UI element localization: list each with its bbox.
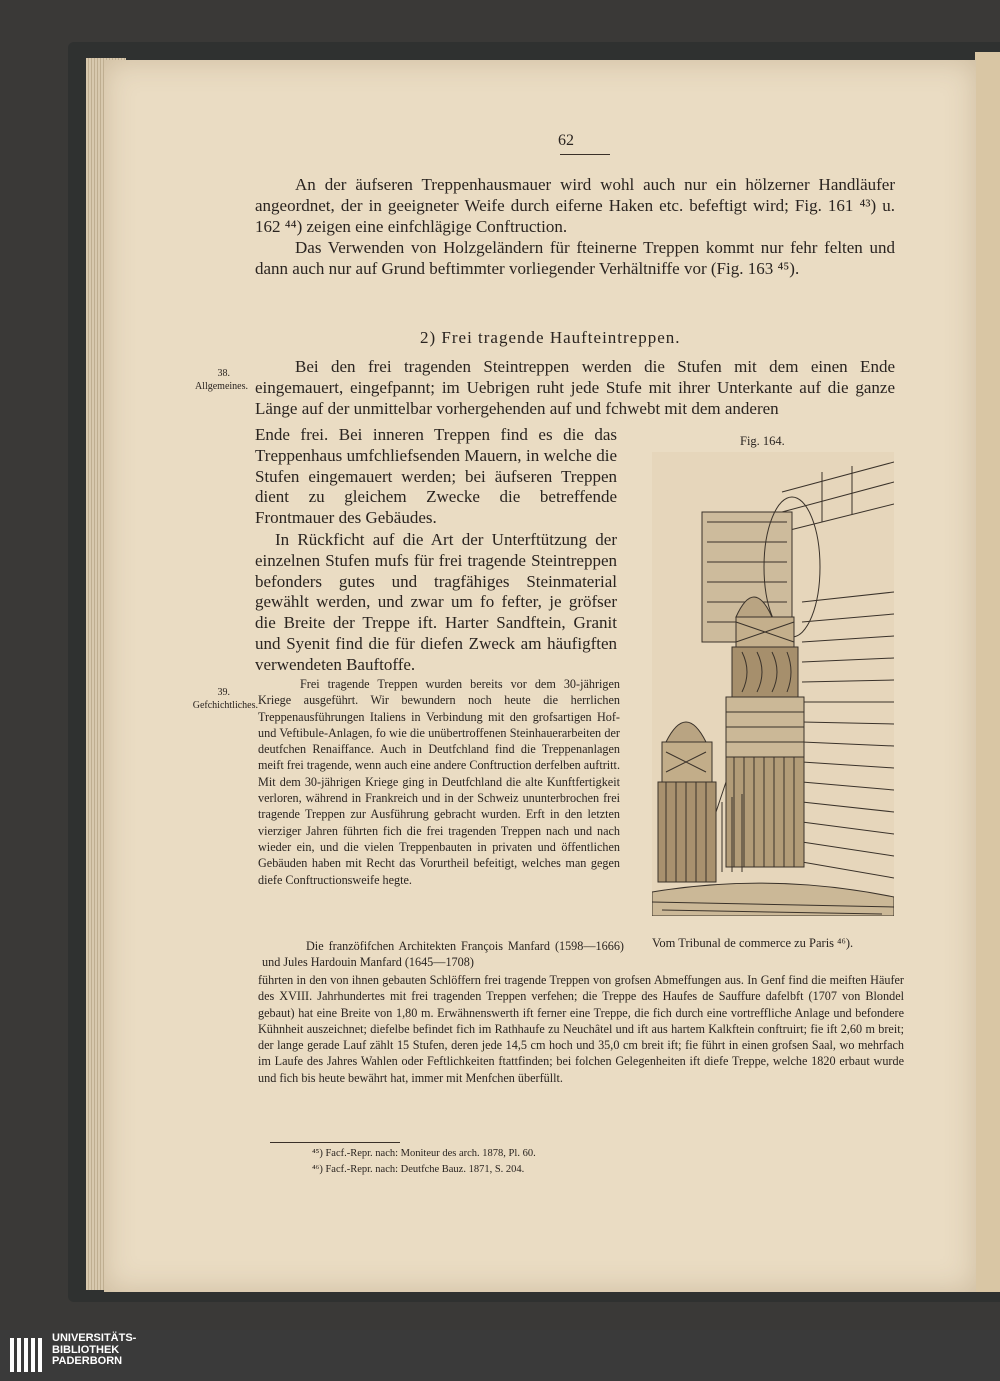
page-number-rule [560,154,610,155]
paragraph-handlaeufer: An der äufseren Treppenhausmauer wird wohl auch nur ein hölzerner Handläufer angeordnet, der in geeigneter Weife durch eiferne Haken etc. befeftigt wird; Fig. 161 ⁴³) u. 162 ⁴⁴) zeigen eine einfchlägige Conftruction. [255,175,895,236]
library-logo-text [52,1333,136,1368]
paragraph-steintreppen-intro: Bei den frei tragenden Steintreppen werden die Stufen mit dem einen Ende eingemauert, eingefpannt; im Uebrigen ruht jede Stufe mit ihrer Unterkante auf die ganze Länge auf der unmittelbar vorhergehenden auf und fchwebt mit dem anderen [255,357,895,418]
margin-note-number-38: 38. [217,368,230,379]
facing-page-edge [975,52,1000,1292]
margin-note-allgemeines: Allgemeines. [194,381,248,392]
paragraph-steintreppen-cont: Ende frei. Bei inneren Treppen find es die das Treppenhaus umfchliefsenden Mauern, in welche die Stufen eingemauert werden; bei äufseren Treppen dient zu gleichem Zwecke die betreffende Frontmauer des Gebäudes. [255,425,617,528]
logo-line-1: UNIVERSITÄTS- [52,1332,137,1344]
paragraph-genf-neuchatel: führten in den von ihnen gebauten Schlöffern frei tragende Treppen von grofsen Abmeffungen aus. In Genf find die meiften Häufer des XVIII. Jahrhundertes mit frei tragenden Treppen verfehen; die Treppe des Haufes de Sauffure dafelbft (1707 von Blondel gebaut) hat eine Breite von 1,80 m. Erwähnenswerth ift ferner eine Treppe, die fich durch eine vortreffliche Anlage und befondere Kühnheit auszeichnet; diefelbe befindet fich im Rathhaufe zu Neuchâtel und ift aus hartem Kalkftein conftruirt; fie ift 2,60 m breit; der lange gerade Lauf zählt 15 Stufen, deren jede 14,5 cm hoch und 35,0 cm breit ift; fie führt in einen grofsen Saal, wo mehrfach im Laufe des Jahres Wahlen oder Feftlichkeiten ftattfinden; bei folchen Gelegenheiten ift diefe Treppe, welche 1820 erbaut wurde und fich bis heute bewährt hat, immer mit Menfchen überfüllt. [258,973,904,1085]
section-heading: 2) Frei tragende Haufteintreppen. [420,328,681,347]
logo-line-3: PADERBORN [52,1355,123,1367]
library-logo-icon [10,1336,44,1376]
main-column [726,597,804,867]
paragraph-history: Frei tragende Treppen wurden bereits vor dem 30-jährigen Kriege ausgeführt. Wir bewundern noch heute die herrlichen Treppenausführungen Italiens in Verbindung mit den grofsartigen Hof- und Veftibule-Anlagen, fo wie die unübertroffenen Steinhauerarbeiten der deutfchen Renaiffance. Auch in Deutfchland find die Treppenanlagen meift frei tragende, wenn auch eine andere Conftruction derfelben auftritt. Mit dem 30-jährigen Kriege ging in Deutfchland die alte Kunftfertigkeit verloren, während in Frankreich und in der Schweiz ununterbrochen frei tragende Treppen zur Ausführung gebracht wurden. Erft in den letzten vierziger Jahren führten fich die frei tragenden Treppen nach und nach wieder ein, und die vielen Treppenbauten in privaten und öffentlichen Gebäuden haben mit Recht das Vorurtheil befeitigt, welches man gegen diefe Conftructionsweife hegte. [258,677,620,887]
footnote-46: ⁴⁶) Facf.-Repr. nach: Deutfche Bauz. 1871, S. 204. [312,1164,525,1175]
newel-post [658,722,716,882]
figure-caption: Vom Tribunal de commerce zu Paris ⁴⁶). [652,936,854,950]
footnote-45: ⁴⁵) Facf.-Repr. nach: Moniteur des arch. 1878, Pl. 60. [312,1148,536,1159]
logo-line-2: BIBLIOTHEK [52,1343,120,1356]
page-number: 62 [558,132,574,149]
staircase-engraving-figure [652,452,894,916]
library-footer-bar [0,1330,1000,1381]
footnote-rule [270,1142,400,1143]
margin-note-number-39: 39. [217,687,230,698]
paragraph-unterstuetzung: In Rückficht auf die Art der Unterftützung der einzelnen Stufen mufs für frei tragende Steintreppen befonders gutes und tragfähiges Steinmaterial gewählt werden, und zwar um fo fefter, je gröfser die Breite der Treppe ift. Harter Sandftein, Granit und Syenit find die für diefen Zweck am häufigften verwendeten Bauftoffe. [255,530,617,674]
paragraph-holzgelaender: Das Verwenden von Holzgeländern für fteinerne Treppen kommt nur fehr felten und dann auch nur auf Grund beftimmter vorliegender Verhältniffe vor (Fig. 163 ⁴⁵). [255,238,895,278]
margin-note-geschichtliches: Gefchichtliches. [192,700,258,711]
figure-label: Fig. 164. [740,434,785,448]
paragraph-mansard: Die franzöfifchen Architekten François Manfard (1598—1666) und Jules Hardouin Manfard (1645—1708) [262,939,624,970]
